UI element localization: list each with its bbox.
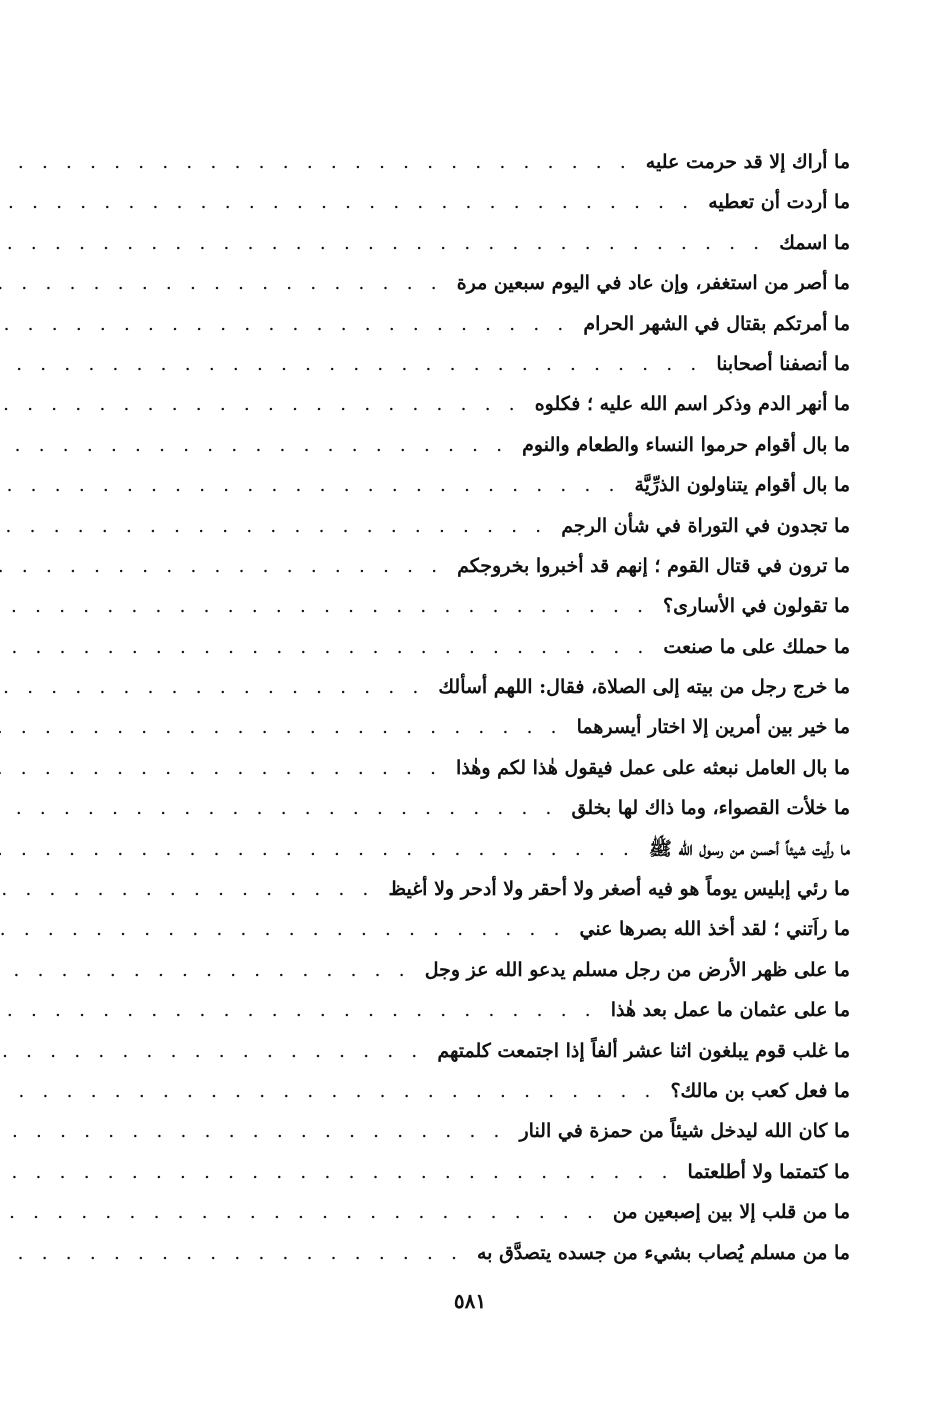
index-list	[128, 142, 850, 1273]
dot-leader	[0, 223, 765, 263]
entry-text: ما من مسلم يُصاب بشيء من جسده يتصدَّق به	[477, 1241, 850, 1264]
entry-text: ما أمرتكم بقتال في الشهر الحرام	[583, 312, 850, 335]
dot-leader	[0, 465, 621, 505]
dot-leader	[0, 788, 557, 828]
dot-leader	[0, 909, 566, 949]
index-entry	[128, 707, 850, 747]
index-entry	[128, 1233, 850, 1273]
index-entry	[128, 304, 850, 344]
index-entry	[128, 425, 850, 465]
entry-text: ما على عثمان ما عمل بعد هٰذا	[610, 999, 850, 1022]
dot-leader	[0, 425, 508, 465]
index-entry	[128, 182, 850, 222]
index-entry	[128, 950, 850, 990]
entry-text: ما خير بين أمرين إلا اختار أيسرهما	[576, 716, 850, 739]
dot-leader	[0, 304, 569, 344]
entry-text: ما بال أقوام حرموا النساء والطعام والنوم	[522, 433, 850, 456]
index-entry	[128, 990, 850, 1030]
dot-leader	[0, 142, 632, 182]
entry-text: ما خلأت القصواء، وما ذاك لها بخلق	[571, 797, 850, 820]
index-entry	[128, 586, 850, 626]
page-number: ٥٨١	[453, 1289, 487, 1313]
entry-text: ما بال أقوام يتناولون الذرِّيَّة	[634, 474, 850, 497]
index-entry	[128, 465, 850, 505]
index-entry	[128, 748, 850, 788]
dot-leader	[0, 869, 374, 909]
index-entry	[128, 384, 850, 424]
dot-leader	[0, 263, 443, 303]
entry-text: ما على ظهر الأرض من رجل مسلم يدعو الله عز وجل	[424, 958, 850, 981]
index-entry	[128, 1031, 850, 1071]
entry-text: ما أنصفنا أصحابنا	[716, 352, 850, 375]
entry-text: ما اسمك	[779, 231, 850, 254]
index-entry	[128, 1111, 850, 1151]
entry-text: ما تجدون في التوراة في شأن الرجم	[561, 514, 850, 537]
index-entry	[128, 829, 850, 869]
dot-leader	[0, 627, 649, 667]
dot-leader	[0, 1192, 599, 1232]
dot-leader	[0, 506, 547, 546]
index-entry	[128, 546, 850, 586]
entry-text: ما أنهر الدم وذكر اسم الله عليه ؛ فكلوه	[534, 393, 850, 416]
entry-text: ما رأيت شيئاً أحسن من رسول الله ﷺ	[648, 837, 850, 860]
index-entry	[128, 627, 850, 667]
index-entry	[128, 142, 850, 182]
entry-text: ما راَتني ؛ لقد أخذ الله بصرها عني	[579, 918, 850, 941]
entry-text: ما من قلب إلا بين إصبعين من	[612, 1201, 850, 1224]
entry-text: ما أردت أن تعطيه	[708, 191, 850, 214]
dot-leader	[0, 707, 563, 747]
dot-leader	[0, 384, 521, 424]
entry-text: ما فعل كعب بن مالك؟	[670, 1079, 850, 1102]
dot-leader	[0, 1031, 423, 1071]
dot-leader	[0, 667, 424, 707]
index-entry	[128, 667, 850, 707]
dot-leader	[0, 546, 443, 586]
index-entry	[128, 909, 850, 949]
dot-leader	[0, 950, 411, 990]
index-entry	[128, 506, 850, 546]
index-entry	[128, 869, 850, 909]
entry-text: ما أصر من استغفر، وإن عاد في اليوم سبعين مرة	[456, 272, 850, 295]
dot-leader	[0, 990, 597, 1030]
entry-text: ما رئي إبليس يوماً هو فيه أصغر ولا أحقر ولا أدحر ولا أغيظ	[388, 878, 850, 901]
entry-text: ما ترون في قتال القوم ؛ إنهم قد أخبروا بخروجكم	[457, 554, 850, 577]
entry-text: ما غلب قوم يبلغون اثنا عشر ألفاً إذا اجتمعت كلمتهم	[437, 1039, 850, 1062]
dot-leader	[0, 1233, 463, 1273]
dot-leader	[0, 1071, 656, 1111]
entry-text: ما كان الله ليدخل شيئاً من حمزة في النار	[519, 1120, 850, 1143]
dot-leader	[0, 344, 702, 384]
entry-text: ما حملك على ما صنعت	[663, 635, 850, 658]
entry-text: ما بال العامل نبعثه على عمل فيقول هٰذا لكم وهٰذا	[456, 756, 850, 779]
entry-text: ما خرج رجل من بيته إلى الصلاة، فقال: اللهم أسألك	[438, 676, 850, 699]
entry-text: ما كتمتما ولا أطلعتما	[687, 1160, 850, 1183]
dot-leader	[0, 1111, 505, 1151]
index-entry	[128, 223, 850, 263]
dot-leader	[0, 829, 635, 869]
index-entry	[128, 788, 850, 828]
index-entry	[128, 344, 850, 384]
dot-leader	[0, 586, 649, 626]
dot-leader	[0, 182, 694, 222]
index-entry	[128, 1152, 850, 1192]
dot-leader	[0, 748, 442, 788]
index-entry	[128, 1192, 850, 1232]
dot-leader	[0, 1152, 674, 1192]
entry-text: ما أراك إلا قد حرمت عليه	[645, 151, 850, 173]
entry-text: ما تقولون في الأسارى؟	[663, 595, 850, 618]
index-entry	[128, 1071, 850, 1111]
index-entry	[128, 263, 850, 303]
